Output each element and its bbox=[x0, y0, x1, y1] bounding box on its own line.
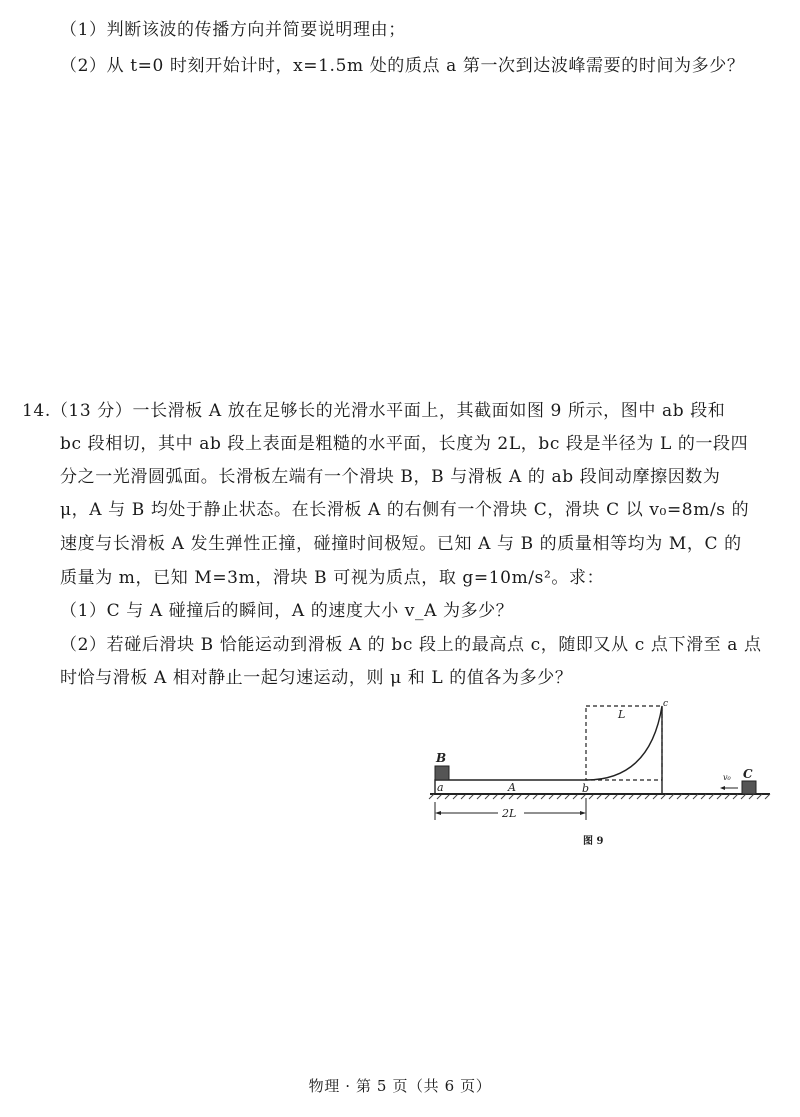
question-14-line-4: μ，A 与 B 均处于静止状态。在长滑板 A 的右侧有一个滑块 C，滑块 C 以 v₀=8m/s 的 bbox=[60, 500, 750, 520]
velocity-arrowhead bbox=[720, 786, 725, 790]
figure-9 bbox=[420, 698, 780, 858]
question-14-line-2: bc 段相切，其中 ab 段上表面是粗糙的水平面，长度为 2L，bc 段是半径为 L 的一段四 bbox=[60, 434, 749, 454]
prev-question-part1: （1）判断该波的传播方向并简要说明理由； bbox=[60, 20, 406, 40]
block-c bbox=[742, 781, 756, 794]
dim-arrow-right bbox=[580, 811, 586, 815]
label-v0: v₀ bbox=[723, 773, 731, 782]
question-14-sub-1: （1）C 与 A 碰撞后的瞬间，A 的速度大小 v_A 为多少？ bbox=[60, 601, 514, 621]
label-a-point: a bbox=[437, 781, 444, 794]
question-14-line-5: 速度与长滑板 A 发生弹性正撞，碰撞时间极短。已知 A 与 B 的质量相等均为 M，C 的 bbox=[60, 534, 742, 554]
label-c-point: c bbox=[663, 699, 669, 709]
label-b-point: b bbox=[582, 782, 590, 795]
question-14-line-3: 分之一光滑圆弧面。长滑板左端有一个滑块 B，B 与滑板 A 的 ab 段间动摩擦因数为 bbox=[60, 467, 721, 487]
label-2l: 2L bbox=[502, 807, 517, 820]
label-c: C bbox=[743, 767, 753, 781]
figure-caption: 图 9 bbox=[583, 836, 604, 847]
label-radius-l: L bbox=[618, 708, 626, 721]
question-14-line-6: 质量为 m，已知 M=3m，滑块 B 可视为质点，取 g=10m/s²。求： bbox=[60, 568, 605, 588]
label-a-slab: A bbox=[508, 781, 516, 794]
slab-a bbox=[435, 706, 662, 794]
label-b: B bbox=[436, 751, 447, 765]
page-footer: 物理 · 第 5 页（共 6 页） bbox=[308, 1077, 492, 1095]
prev-question-part2: （2）从 t=0 时刻开始计时，x=1.5m 处的质点 a 第一次到达波峰需要的时间为多少？ bbox=[60, 56, 745, 76]
question-14-sub-2-line-2: 时恰与滑板 A 相对静止一起匀速运动，则 μ 和 L 的值各为多少？ bbox=[60, 668, 573, 688]
question-14-sub-2-line-1: （2）若碰后滑块 B 恰能运动到滑板 A 的 bc 段上的最高点 c，随即又从 c 点下滑至 a 点 bbox=[60, 635, 762, 655]
question-14-line-1: 14.（13 分）一长滑板 A 放在足够长的光滑水平面上，其截面如图 9 所示，图中 ab 段和 bbox=[22, 401, 726, 421]
dim-arrow-left bbox=[435, 811, 441, 815]
figure-9-diagram bbox=[420, 698, 780, 858]
block-b bbox=[435, 766, 449, 780]
